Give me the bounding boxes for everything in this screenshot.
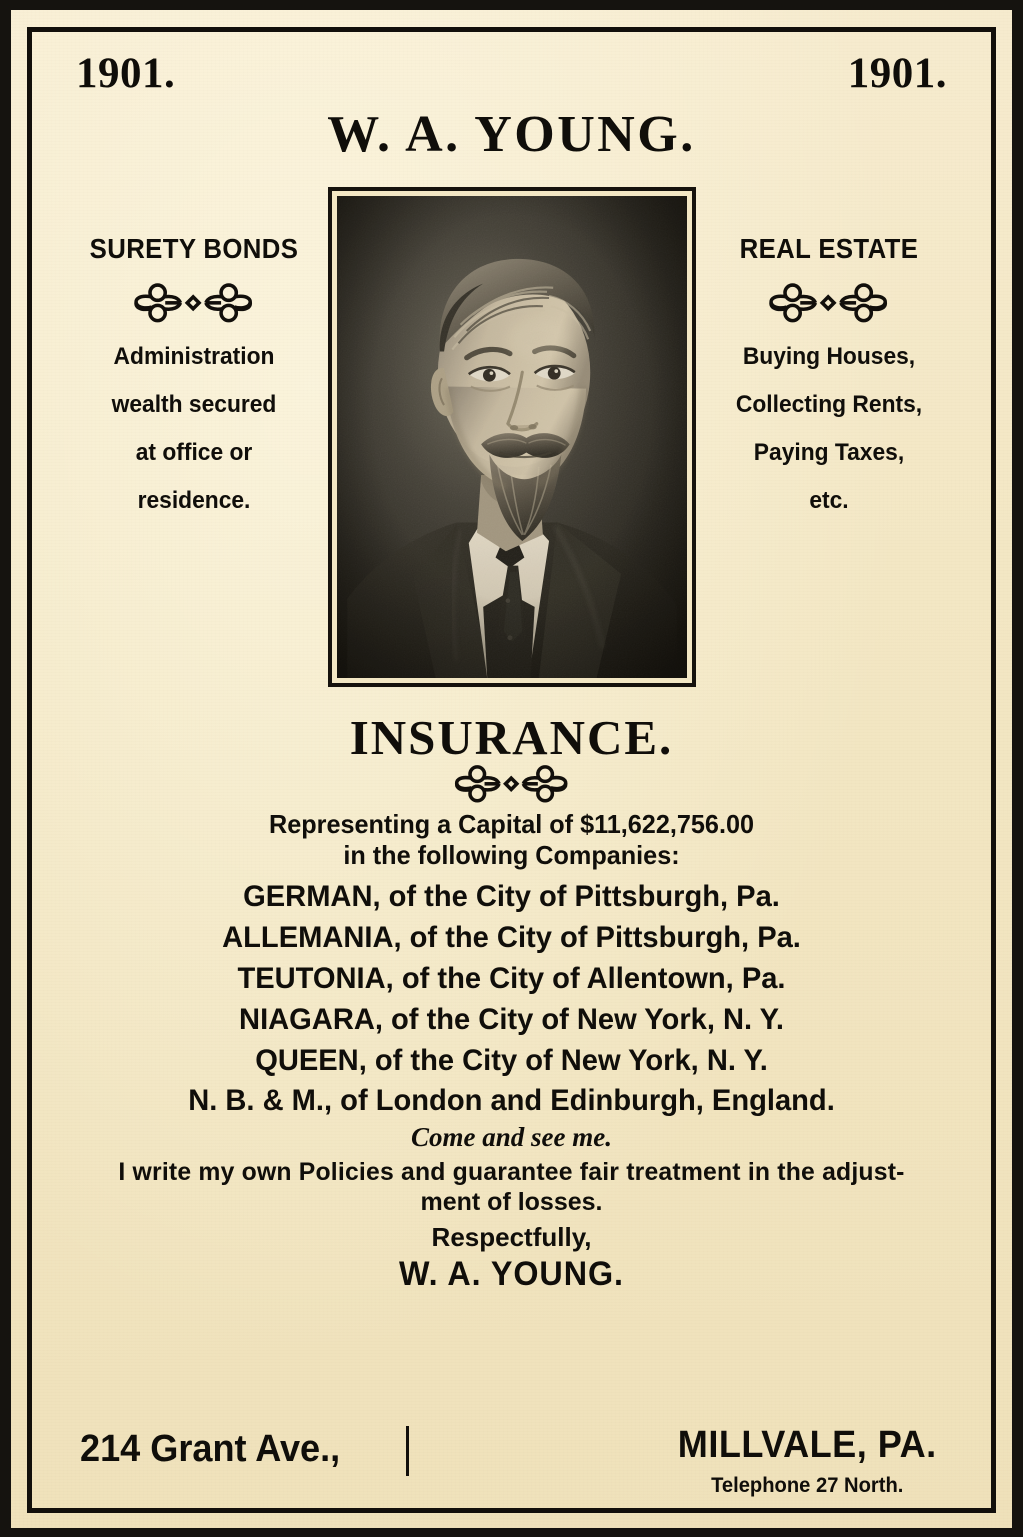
list-item: ALLEMANIA, of the City of Pittsburgh, Pa. <box>222 921 801 955</box>
surety-line-1: Administration <box>113 343 275 370</box>
street-address: 214 Grant Ave., <box>80 1428 341 1470</box>
year-left: 1901. <box>76 50 176 97</box>
city-state: MILLVALE, PA. <box>677 1424 937 1466</box>
surety-bonds-lines <box>70 345 318 513</box>
real-estate-heading: REAL ESTATE <box>739 233 919 264</box>
portrait-photograph <box>337 196 687 678</box>
surety-line-3: at office or <box>135 439 253 466</box>
fleuron-ornament-icon <box>70 285 318 319</box>
policy-guarantee-line-2: ment of losses. <box>420 1188 603 1217</box>
surety-bonds-heading: SURETY BONDS <box>89 233 299 264</box>
black-rule-frame <box>27 27 996 1513</box>
year-row <box>58 46 965 95</box>
surety-line-4: residence. <box>137 487 251 514</box>
policy-guarantee-line-1: I write my own Policies and guarantee fair treatment in the adjust- <box>118 1157 905 1186</box>
insurance-body-copy <box>58 809 965 1294</box>
company-list <box>60 877 963 1122</box>
signature: W. A. YOUNG. <box>399 1255 624 1294</box>
realestate-line-4: etc. <box>809 487 849 514</box>
capital-line-2: in the following Companies: <box>343 839 680 870</box>
list-item: TEUTONIA, of the City of Allentown, Pa. <box>237 961 786 995</box>
telephone-number: Telephone 27 North. <box>710 1474 903 1497</box>
capital-line-1: Representing a Capital of $11,622,756.00 <box>268 809 755 839</box>
list-item: GERMAN, of the City of Pittsburgh, Pa. <box>243 880 780 914</box>
come-and-see-me-line: Come and see me. <box>411 1122 612 1153</box>
page-title: W. A. YOUNG. <box>327 106 696 163</box>
insurance-heading: INSURANCE. <box>349 710 674 765</box>
real-estate-column <box>705 185 953 513</box>
city-and-phone-block <box>671 1426 943 1496</box>
closing-salutation: Respectfully, <box>431 1221 592 1252</box>
realestate-line-2: Collecting Rents, <box>735 391 923 418</box>
footer-address-row <box>58 1426 965 1500</box>
footer-vertical-divider <box>406 1426 409 1476</box>
real-estate-lines <box>705 345 953 513</box>
paper-background <box>11 10 1012 1528</box>
fleuron-ornament-icon <box>58 767 965 799</box>
surety-line-2: wealth secured <box>111 391 277 418</box>
three-column-block <box>58 185 965 687</box>
year-right: 1901. <box>847 50 947 97</box>
surety-bonds-column <box>70 185 318 513</box>
list-item: N. B. & M., of London and Edinburgh, England. <box>188 1084 835 1118</box>
list-item: QUEEN, of the City of New York, N. Y. <box>255 1043 768 1077</box>
portrait-frame <box>328 187 696 687</box>
list-item: NIAGARA, of the City of New York, N. Y. <box>239 1002 784 1036</box>
portrait-wrapper <box>328 187 696 687</box>
fleuron-ornament-icon <box>705 285 953 319</box>
realestate-line-1: Buying Houses, <box>742 343 916 370</box>
realestate-line-3: Paying Taxes, <box>753 439 905 466</box>
